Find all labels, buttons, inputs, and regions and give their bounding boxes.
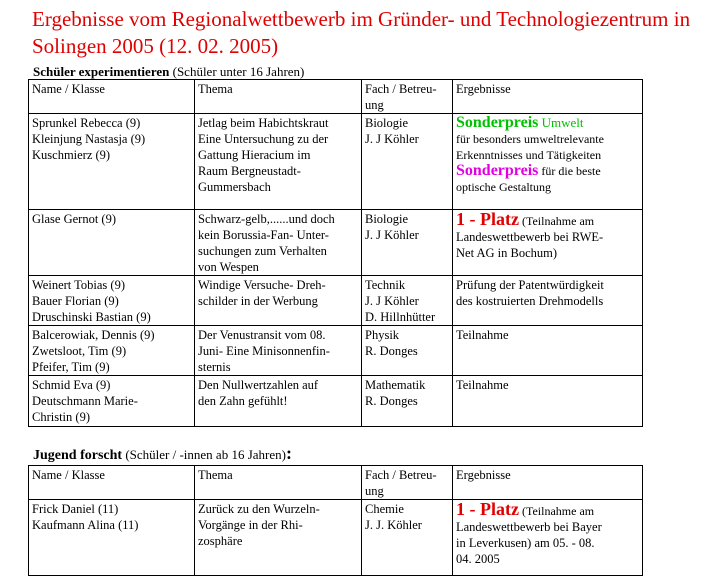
- header-name-klasse: Name / Klasse: [29, 80, 195, 114]
- thema-line: sternis: [198, 360, 231, 374]
- first-place-desc: Landeswettbewerb bei RWE-: [456, 230, 604, 244]
- thema-line: den Zahn gefühlt!: [198, 394, 288, 408]
- cell-fach: [362, 276, 453, 326]
- thema-line: Raum Bergneustadt-: [198, 164, 301, 178]
- student-name: Druschinski Bastian (9): [32, 310, 151, 324]
- section-heading-bold: Schüler experimentieren: [33, 64, 170, 79]
- cell-ergebnis: [453, 276, 643, 326]
- cell-ergebnis: [453, 210, 643, 276]
- fach-subject: Mathematik: [365, 378, 426, 392]
- sonderpreis-desc: optische Gestaltung: [456, 180, 551, 194]
- thema-line: Jetlag beim Habichtskraut: [198, 116, 329, 130]
- cell-fach: [362, 376, 453, 427]
- fach-supervisor: D. Hillnhütter: [365, 310, 436, 324]
- cell-names: [29, 500, 195, 576]
- cell-ergebnis: [453, 326, 643, 376]
- cell-thema: [195, 376, 362, 427]
- table-header-row: [29, 80, 643, 114]
- sonderpreis-gestaltung-label: Sonderpreis: [456, 162, 539, 179]
- results-table-jugend-forscht: [28, 465, 643, 576]
- cell-ergebnis: [453, 114, 643, 210]
- fach-supervisor: J. J Köhler: [365, 132, 419, 146]
- fach-supervisor: R. Donges: [365, 394, 418, 408]
- fach-supervisor: J. J Köhler: [365, 228, 419, 242]
- section-heading-jugend-forscht: [33, 443, 292, 463]
- fach-subject: Biologie: [365, 116, 409, 130]
- cell-fach: [362, 210, 453, 276]
- student-name: Kleinjung Nastasja (9): [32, 132, 146, 146]
- first-place-desc: (Teilnahme am: [518, 504, 595, 518]
- student-name: Kaufmann Alina (11): [32, 518, 139, 532]
- first-place-desc: Landeswettbewerb bei Bayer: [456, 520, 602, 534]
- student-name: Frick Daniel (11): [32, 502, 119, 516]
- thema-line: suchungen zum Verhalten: [198, 244, 327, 258]
- student-name: Sprunkel Rebecca (9): [32, 116, 141, 130]
- first-place-desc: 04. 2005: [456, 552, 500, 566]
- student-name: Balcerowiak, Dennis (9): [32, 328, 155, 342]
- cell-fach: [362, 114, 453, 210]
- section-heading-note: (Schüler unter 16 Jahren): [169, 64, 305, 79]
- cell-thema: [195, 326, 362, 376]
- student-name: Christin (9): [32, 410, 90, 424]
- cell-fach: [362, 326, 453, 376]
- cell-thema: [195, 210, 362, 276]
- thema-line: kein Borussia-Fan- Unter-: [198, 228, 329, 242]
- header-name-klasse: Name / Klasse: [29, 466, 195, 500]
- cell-thema: [195, 114, 362, 210]
- student-name: Weinert Tobias (9): [32, 278, 125, 292]
- sonderpreis-desc: für besonders umweltrelevante: [456, 132, 604, 146]
- first-place-label: 1 - Platz: [456, 209, 519, 229]
- student-name: Pfeifer, Tim (9): [32, 360, 110, 374]
- fach-subject: Technik: [365, 278, 406, 292]
- cell-ergebnis: [453, 500, 643, 576]
- student-name: Zwetsloot, Tim (9): [32, 344, 127, 358]
- cell-ergebnis: [453, 376, 643, 427]
- cell-names: [29, 114, 195, 210]
- student-name: Glase Gernot (9): [32, 212, 116, 226]
- thema-line: Gummersbach: [198, 180, 271, 194]
- table-row: [29, 376, 643, 427]
- header-ergebnisse: Ergebnisse: [453, 80, 643, 114]
- thema-line: Gattung Hieracium im: [198, 148, 311, 162]
- thema-line: Eine Untersuchung zu der: [198, 132, 329, 146]
- sonderpreis-gestaltung-tag: für die beste: [538, 164, 601, 178]
- cell-names: [29, 276, 195, 326]
- results-table-schueler-experimentieren: [28, 79, 643, 427]
- header-thema: Thema: [195, 80, 362, 114]
- first-place-desc: in Leverkusen) am 05. - 08.: [456, 536, 595, 550]
- thema-line: Der Venustransit vom 08.: [198, 328, 326, 342]
- table-row: [29, 326, 643, 376]
- header-fach-betreuung: Fach / Betreu- ung: [362, 466, 453, 500]
- table-header-row: [29, 466, 643, 500]
- student-name: Bauer Florian (9): [32, 294, 119, 308]
- student-name: Deutschmann Marie-: [32, 394, 138, 408]
- section-heading-colon: :: [285, 443, 292, 463]
- page-title: Ergebnisse vom Regionalwettbewerb im Gründer- und Technologiezentrum in Solingen 2005 (12. 02. 2005): [32, 7, 691, 58]
- thema-line: Windige Versuche- Dreh-: [198, 278, 326, 292]
- student-name: Schmid Eva (9): [32, 378, 111, 392]
- thema-line: Juni- Eine Minisonnenfin-: [198, 344, 330, 358]
- fach-subject: Biologie: [365, 212, 409, 226]
- fach-supervisor: R. Donges: [365, 344, 418, 358]
- thema-line: Zurück zu den Wurzeln-: [198, 502, 320, 516]
- section-heading-bold: Jugend forscht: [33, 448, 123, 463]
- result-text: Teilnahme: [456, 328, 509, 342]
- thema-line: von Wespen: [198, 260, 259, 274]
- table-row: [29, 500, 643, 576]
- result-text: Teilnahme: [456, 378, 509, 392]
- fach-subject: Chemie: [365, 502, 404, 516]
- fach-supervisor: J. J Köhler: [365, 294, 419, 308]
- cell-thema: [195, 500, 362, 576]
- cell-names: [29, 326, 195, 376]
- header-ergebnisse: Ergebnisse: [453, 466, 643, 500]
- thema-line: zosphäre: [198, 534, 243, 548]
- student-name: Kuschmierz (9): [32, 148, 111, 162]
- cell-names: [29, 376, 195, 427]
- first-place-label: 1 - Platz: [456, 499, 519, 519]
- table-row: [29, 276, 643, 326]
- section-heading-note: (Schüler / -innen ab 16 Jahren): [122, 447, 286, 462]
- thema-line: Den Nullwertzahlen auf: [198, 378, 319, 392]
- cell-thema: [195, 276, 362, 326]
- cell-fach: [362, 500, 453, 576]
- result-text: Prüfung der Patentwürdigkeit: [456, 278, 604, 292]
- table-row: [29, 114, 643, 210]
- fach-supervisor: J. J. Köhler: [365, 518, 422, 532]
- fach-subject: Physik: [365, 328, 400, 342]
- thema-line: schilder in der Werbung: [198, 294, 318, 308]
- header-fach-betreuung: Fach / Betreu- ung: [362, 80, 453, 114]
- sonderpreis-umwelt-tag: Umwelt: [538, 115, 584, 130]
- thema-line: Vorgänge in der Rhi-: [198, 518, 303, 532]
- result-text: des kostruierten Drehmodells: [456, 294, 604, 308]
- cell-names: [29, 210, 195, 276]
- sonderpreis-desc: Erkenntnisses und Tätigkeiten: [456, 148, 602, 162]
- header-thema: Thema: [195, 466, 362, 500]
- first-place-desc: (Teilnahme am: [518, 214, 595, 228]
- table-row: [29, 210, 643, 276]
- first-place-desc: Net AG in Bochum): [456, 246, 558, 260]
- thema-line: Schwarz-gelb,......und doch: [198, 212, 335, 226]
- section-heading-schueler-experimentieren: [33, 64, 304, 79]
- sonderpreis-umwelt-label: Sonderpreis: [456, 114, 539, 131]
